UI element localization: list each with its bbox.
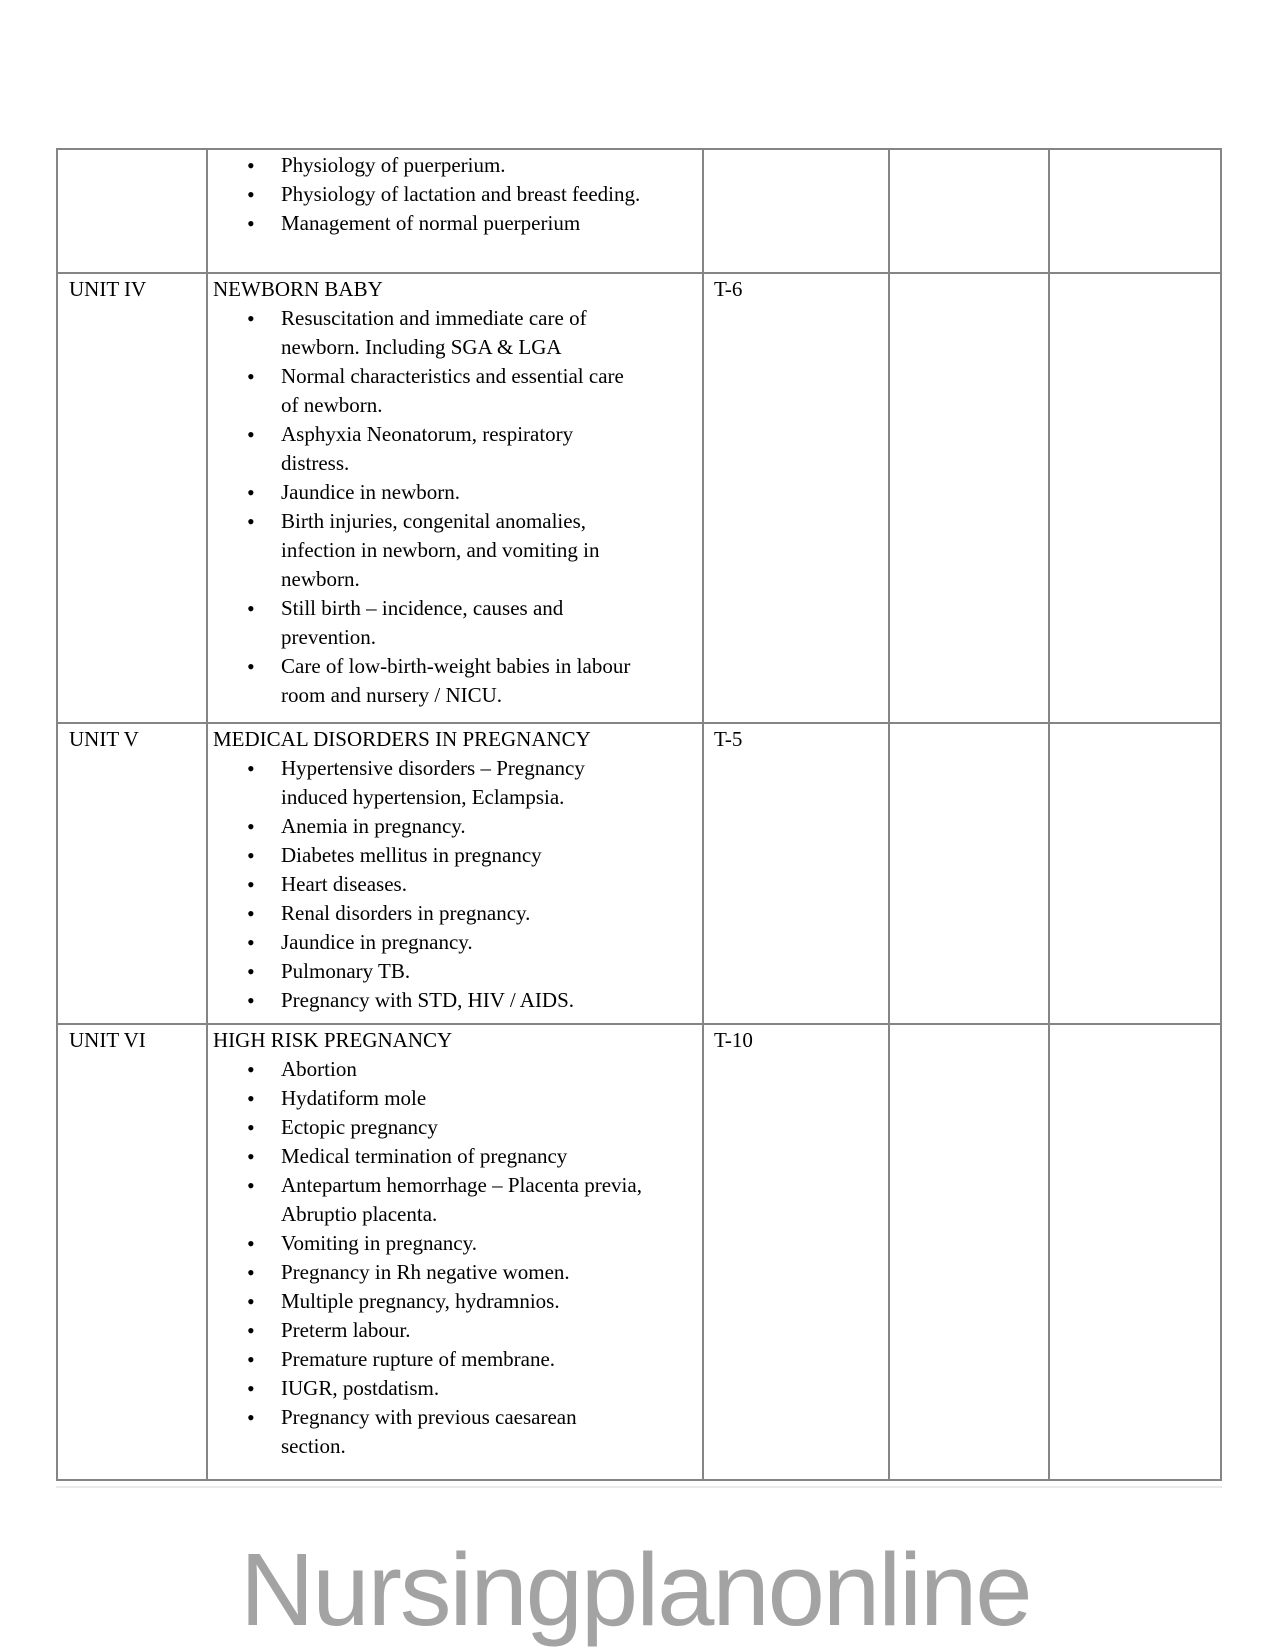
- bullet-item: • Hypertensive disorders – Pregnancy induced hypertension, Eclampsia.: [281, 754, 646, 812]
- bullet-item: • Care of low-birth-weight babies in labour room and nursery / NICU.: [281, 652, 646, 710]
- hours-label: T-6: [714, 277, 743, 301]
- unit-cell: [57, 723, 207, 1024]
- hours-cell: [703, 149, 889, 273]
- bullet-item: • Heart diseases.: [281, 870, 646, 899]
- content-cell: [207, 149, 703, 273]
- bullet-item: • Pregnancy with previous caesarean section.: [281, 1403, 646, 1461]
- empty-cell-1: [889, 149, 1049, 273]
- bullet-item: • Still birth – incidence, causes and prevention.: [281, 594, 646, 652]
- bullet-item: • Renal disorders in pregnancy.: [281, 899, 646, 928]
- bullet-list: [213, 304, 646, 710]
- bullet-item: • Anemia in pregnancy.: [281, 812, 646, 841]
- bullet-item: • Abortion: [281, 1055, 646, 1084]
- unit-cell: [57, 1024, 207, 1480]
- bullet-item: • Premature rupture of membrane.: [281, 1345, 646, 1374]
- unit-label: UNIT V: [69, 727, 139, 751]
- bullet-item: • Ectopic pregnancy: [281, 1113, 646, 1142]
- table-shadow-line: [56, 1486, 1222, 1488]
- content-cell: [207, 723, 703, 1024]
- bullet-item: • Diabetes mellitus in pregnancy: [281, 841, 646, 870]
- unit-cell: [57, 273, 207, 723]
- table-row: [57, 149, 1221, 273]
- bullet-item: • Resuscitation and immediate care of newborn. Including SGA & LGA: [281, 304, 646, 362]
- bullet-item: • Asphyxia Neonatorum, respiratory distress.: [281, 420, 646, 478]
- bullet-item: • Jaundice in pregnancy.: [281, 928, 646, 957]
- content-cell: [207, 1024, 703, 1480]
- table-row: [57, 273, 1221, 723]
- table-row: [57, 1024, 1221, 1480]
- content-cell: [207, 273, 703, 723]
- empty-cell-2: [1049, 149, 1221, 273]
- empty-cell-2: [1049, 723, 1221, 1024]
- bullet-list: [213, 151, 646, 238]
- bullet-item: • Pulmonary TB.: [281, 957, 646, 986]
- bullet-item: • IUGR, postdatism.: [281, 1374, 646, 1403]
- empty-cell-1: [889, 723, 1049, 1024]
- bullet-item: • Pregnancy with STD, HIV / AIDS.: [281, 986, 646, 1015]
- syllabus-table: [56, 148, 1222, 1481]
- content-title: MEDICAL DISORDERS IN PREGNANCY: [213, 727, 591, 751]
- bullet-item: • Birth injuries, congenital anomalies, infection in newborn, and vomiting in newborn.: [281, 507, 646, 594]
- hours-cell: [703, 273, 889, 723]
- bullet-list: [213, 754, 646, 1015]
- table-row: [57, 723, 1221, 1024]
- content-title: NEWBORN BABY: [213, 277, 383, 301]
- empty-cell-1: [889, 273, 1049, 723]
- bullet-item: • Antepartum hemorrhage – Placenta previa, Abruptio placenta.: [281, 1171, 646, 1229]
- bullet-item: • Medical termination of pregnancy: [281, 1142, 646, 1171]
- bullet-item: • Physiology of puerperium.: [281, 151, 646, 180]
- bullet-list: [213, 1055, 646, 1461]
- bullet-item: • Hydatiform mole: [281, 1084, 646, 1113]
- hours-label: T-10: [714, 1028, 753, 1052]
- hours-label: T-5: [714, 727, 743, 751]
- empty-cell-2: [1049, 273, 1221, 723]
- bullet-item: • Jaundice in newborn.: [281, 478, 646, 507]
- unit-label: UNIT VI: [69, 1028, 146, 1052]
- unit-label: UNIT IV: [69, 277, 147, 301]
- bullet-item: • Pregnancy in Rh negative women.: [281, 1258, 646, 1287]
- bullet-item: • Normal characteristics and essential care of newborn.: [281, 362, 646, 420]
- empty-cell-2: [1049, 1024, 1221, 1480]
- hours-cell: [703, 1024, 889, 1480]
- bullet-item: • Multiple pregnancy, hydramnios.: [281, 1287, 646, 1316]
- bullet-item: • Physiology of lactation and breast feeding.: [281, 180, 646, 209]
- empty-cell-1: [889, 1024, 1049, 1480]
- content-title: HIGH RISK PREGNANCY: [213, 1028, 453, 1052]
- bullet-item: • Preterm labour.: [281, 1316, 646, 1345]
- unit-cell: [57, 149, 207, 273]
- watermark-text: Nursingplanonline: [240, 1532, 1031, 1647]
- bullet-item: • Management of normal puerperium: [281, 209, 646, 238]
- bullet-item: • Vomiting in pregnancy.: [281, 1229, 646, 1258]
- hours-cell: [703, 723, 889, 1024]
